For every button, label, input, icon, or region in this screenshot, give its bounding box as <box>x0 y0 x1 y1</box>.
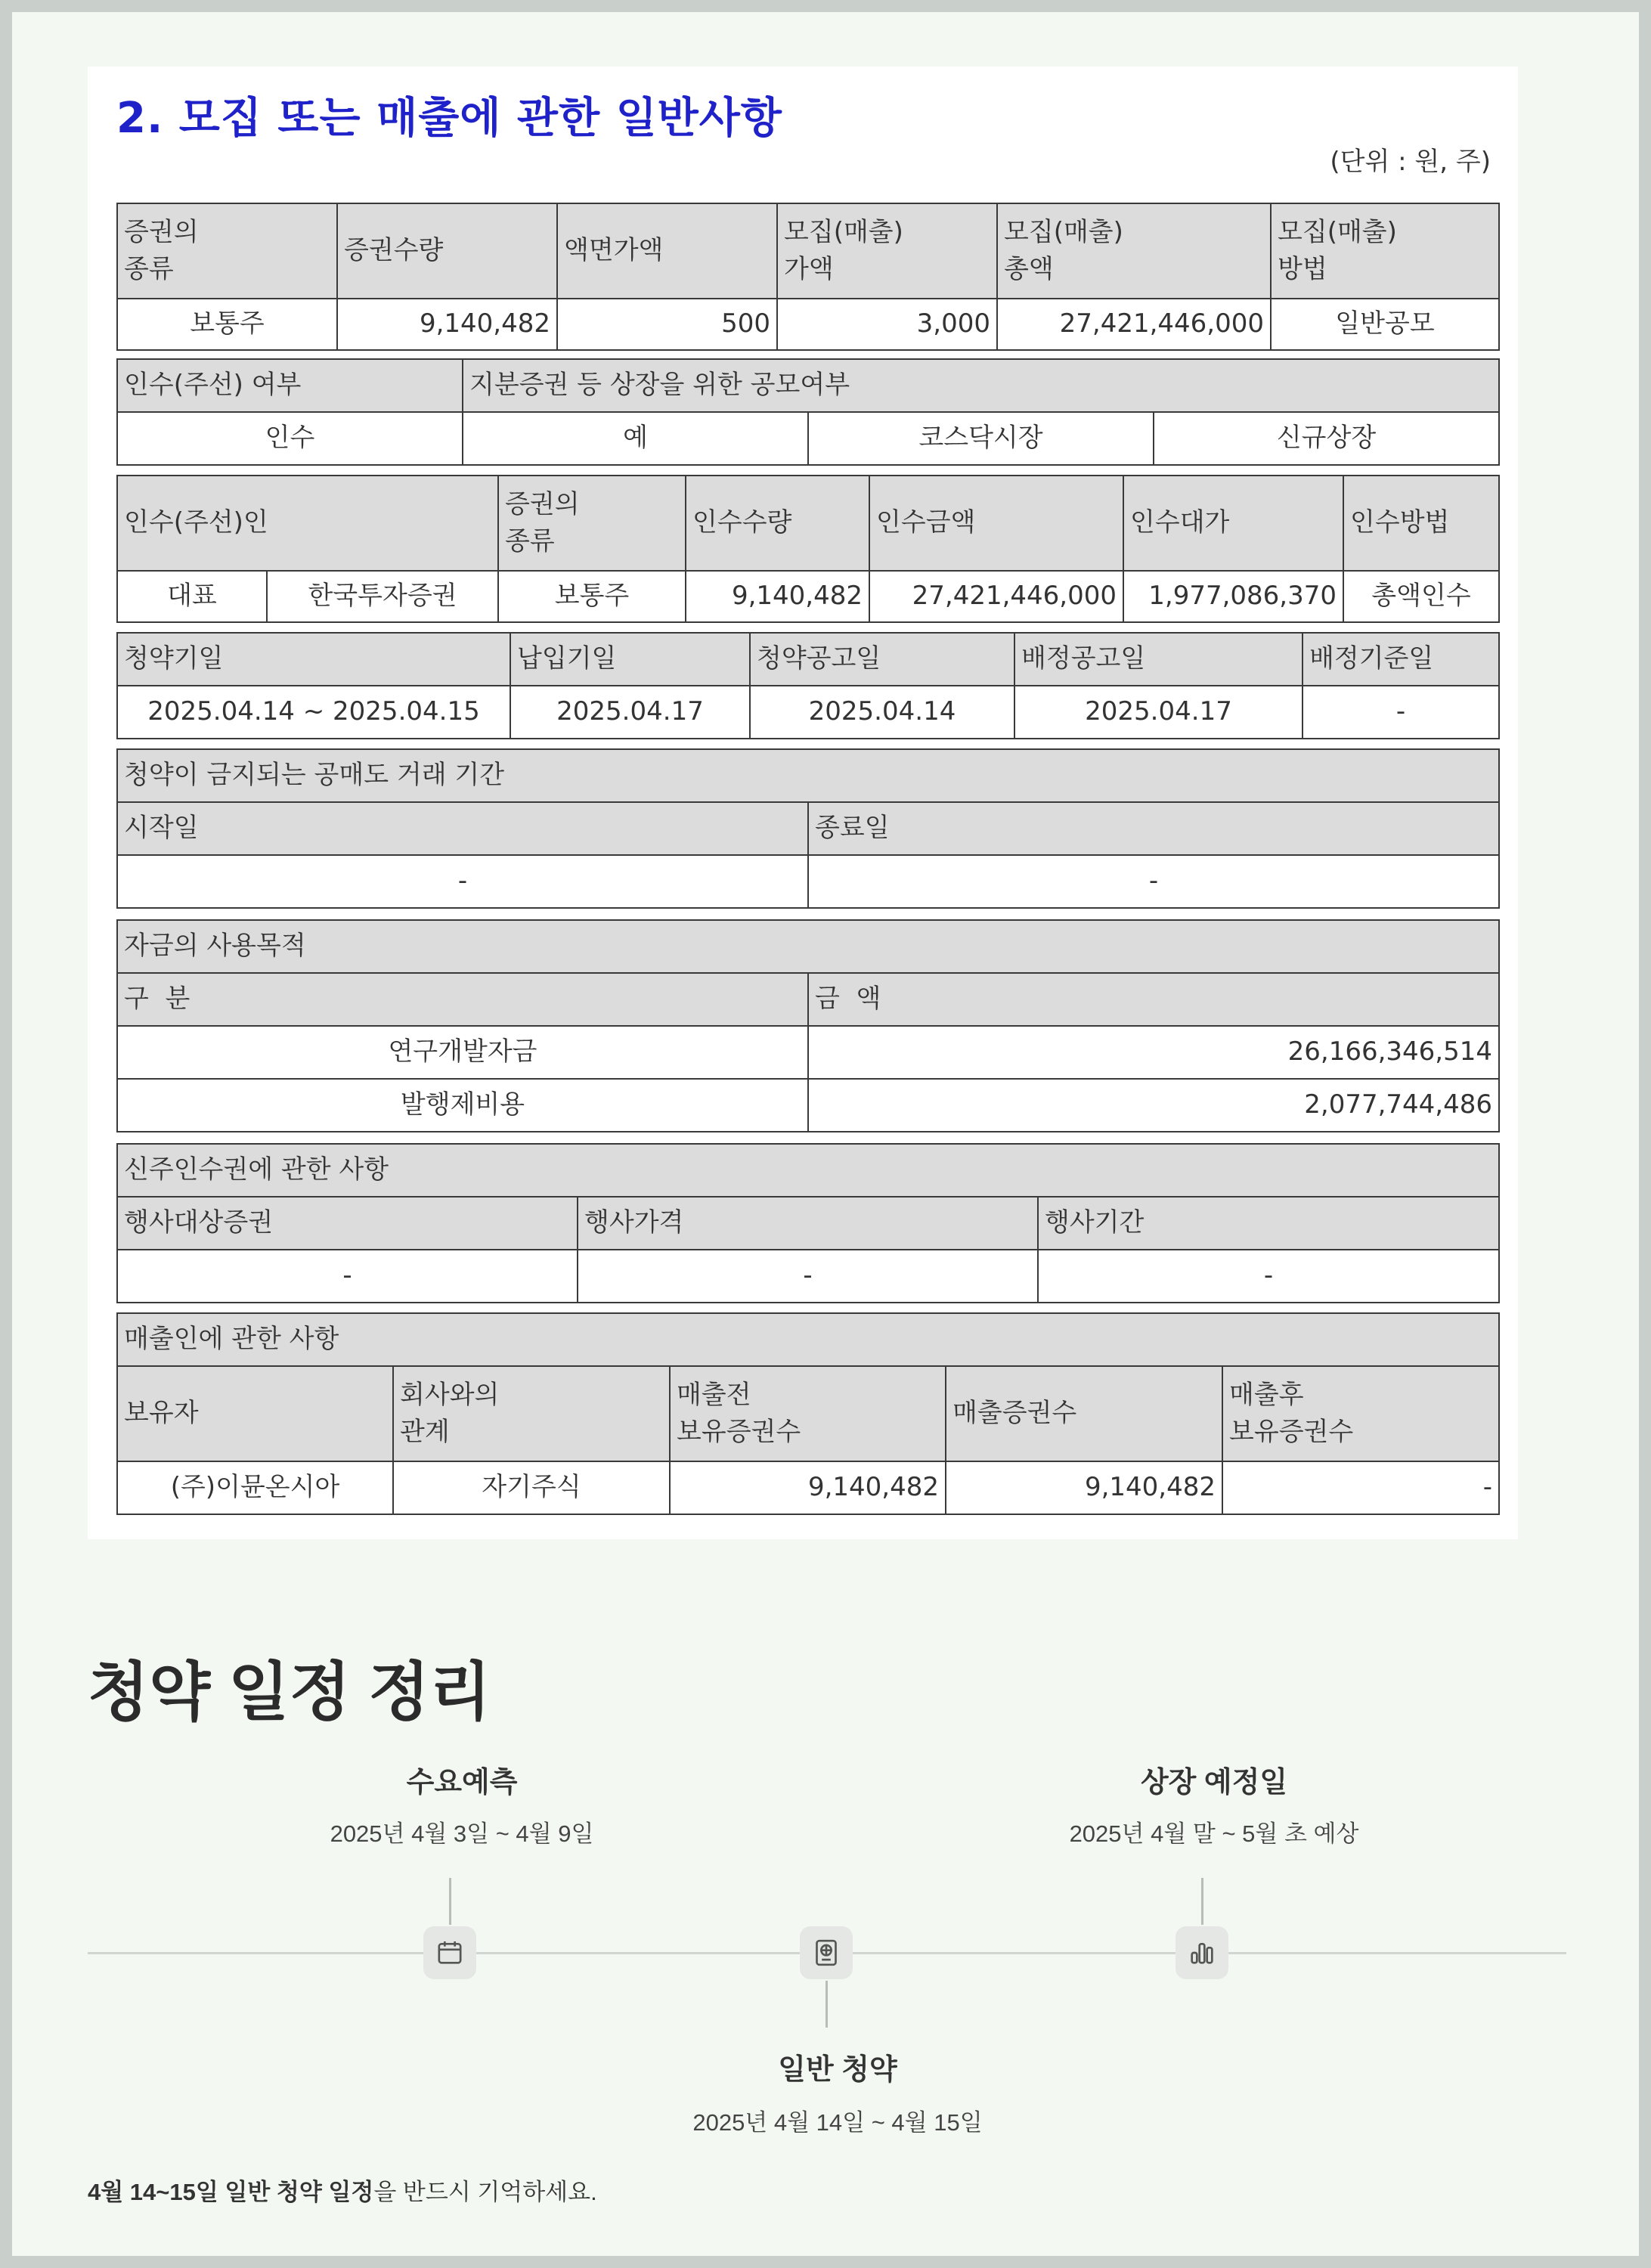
table-cell: 9,140,482 <box>670 1461 946 1514</box>
table-header: 행사기간 <box>1038 1197 1499 1250</box>
offering-document-image <box>88 67 1518 1539</box>
timeline-stem <box>826 1981 828 2028</box>
table-section-title: 매출인에 관한 사항 <box>117 1313 1499 1366</box>
table-cell: - <box>1038 1250 1499 1303</box>
table-section-title: 자금의 사용목적 <box>117 920 1499 973</box>
table-cell: (주)이뮨온시아 <box>117 1461 393 1514</box>
subscription-rights-table <box>116 1143 1500 1303</box>
table-cell: 자기주식 <box>393 1461 670 1514</box>
table-header: 매출증권수 <box>946 1366 1222 1461</box>
table-cell: 9,140,482 <box>686 571 869 622</box>
page <box>12 12 1639 2256</box>
seller-table <box>116 1312 1500 1515</box>
use-of-funds-table <box>116 919 1500 1132</box>
timeline-stem <box>1201 1878 1203 1925</box>
reminder-note-bold: 4월 14~15일 일반 청약 일정 <box>88 2179 374 2205</box>
event-date: 2025년 4월 3일 ~ 4월 9일 <box>330 1820 594 1847</box>
table-header: 증권의 종류 <box>117 203 337 299</box>
table-header: 증권수량 <box>337 203 557 299</box>
table-header: 청약공고일 <box>750 633 1014 686</box>
table-cell: 2025.04.17 <box>510 686 750 739</box>
table-header: 인수수량 <box>686 476 869 571</box>
table-header: 시작일 <box>117 802 808 855</box>
table-header: 지분증권 등 상장을 위한 공모여부 <box>463 359 1499 412</box>
reminder-note-text: 을 반드시 기억하세요. <box>373 2179 597 2205</box>
timeline-stem <box>449 1878 451 1925</box>
securities-table <box>116 203 1500 351</box>
reminder-note <box>88 2173 597 2207</box>
table-header: 매출전 보유증권수 <box>670 1366 946 1461</box>
event-date: 2025년 4월 14일 ~ 4월 15일 <box>692 2109 983 2136</box>
underwriting-table <box>116 358 1500 466</box>
table-cell: 신규상장 <box>1154 412 1499 465</box>
table-cell: 2025.04.14 ~ 2025.04.15 <box>117 686 510 739</box>
table-cell: 3,000 <box>777 299 997 350</box>
table-cell: 코스닥시장 <box>808 412 1154 465</box>
table-header: 인수대가 <box>1123 476 1343 571</box>
table-cell: 9,140,482 <box>337 299 557 350</box>
table-header: 액면가액 <box>557 203 777 299</box>
calendar-icon <box>423 1926 476 1979</box>
table-header: 인수(주선) 여부 <box>117 359 463 412</box>
table-header: 납입기일 <box>510 633 750 686</box>
event-date: 2025년 4월 말 ~ 5월 초 예상 <box>1069 1820 1359 1847</box>
table-header: 모집(매출) 방법 <box>1271 203 1499 299</box>
table-cell: - <box>1222 1461 1499 1514</box>
table-cell: 대표 <box>117 571 267 622</box>
document-title: 2. 모집 또는 매출에 관한 일반사항 <box>116 94 782 143</box>
table-header: 행사대상증권 <box>117 1197 578 1250</box>
table-cell: 26,166,346,514 <box>808 1026 1499 1079</box>
table-header: 보유자 <box>117 1366 393 1461</box>
table-header: 종료일 <box>808 802 1499 855</box>
table-header: 행사가격 <box>578 1197 1038 1250</box>
table-cell: 일반공모 <box>1271 299 1499 350</box>
table-header: 배정기준일 <box>1303 633 1499 686</box>
event-title: 수요예측 <box>406 1767 518 1799</box>
table-cell: - <box>117 1250 578 1303</box>
table-cell: - <box>578 1250 1038 1303</box>
table-header: 회사와의 관계 <box>393 1366 670 1461</box>
table-header: 청약기일 <box>117 633 510 686</box>
short-sale-period-table <box>116 748 1500 909</box>
table-cell: 1,977,086,370 <box>1123 571 1343 622</box>
table-cell: - <box>1303 686 1499 739</box>
schedule-title: 청약 일정 정리 <box>88 1656 491 1727</box>
table-section-title: 신주인수권에 관한 사항 <box>117 1144 1499 1197</box>
table-cell: 보통주 <box>498 571 686 622</box>
passport-icon <box>800 1926 853 1979</box>
subscription-dates-table <box>116 632 1500 739</box>
unit-note: (단위 : 원, 주) <box>1330 147 1491 177</box>
table-header: 인수금액 <box>869 476 1123 571</box>
table-cell: - <box>117 855 808 908</box>
event-title: 일반 청약 <box>778 2054 897 2086</box>
table-cell: 2025.04.17 <box>1014 686 1303 739</box>
table-cell: 한국투자증권 <box>267 571 498 622</box>
table-header: 모집(매출) 가액 <box>777 203 997 299</box>
table-header: 구 분 <box>117 973 808 1026</box>
table-cell: 2,077,744,486 <box>808 1079 1499 1132</box>
table-cell: 27,421,446,000 <box>997 299 1271 350</box>
table-cell: 총액인수 <box>1343 571 1499 622</box>
table-section-title: 청약이 금지되는 공매도 거래 기간 <box>117 749 1499 802</box>
table-cell: 2025.04.14 <box>750 686 1014 739</box>
table-header: 모집(매출) 총액 <box>997 203 1271 299</box>
underwriter-table <box>116 475 1500 623</box>
table-header: 인수(주선)인 <box>117 476 498 571</box>
table-header: 매출후 보유증권수 <box>1222 1366 1499 1461</box>
table-cell: 500 <box>557 299 777 350</box>
table-header: 인수방법 <box>1343 476 1499 571</box>
table-header: 증권의 종류 <box>498 476 686 571</box>
table-cell: - <box>808 855 1499 908</box>
bar-chart-icon <box>1176 1926 1228 1979</box>
table-cell: 발행제비용 <box>117 1079 808 1132</box>
table-header: 배정공고일 <box>1014 633 1303 686</box>
table-cell: 인수 <box>117 412 463 465</box>
table-cell: 27,421,446,000 <box>869 571 1123 622</box>
table-header: 금 액 <box>808 973 1499 1026</box>
table-cell: 예 <box>463 412 808 465</box>
table-cell: 연구개발자금 <box>117 1026 808 1079</box>
event-title: 상장 예정일 <box>1140 1767 1288 1799</box>
table-cell: 보통주 <box>117 299 337 350</box>
table-cell: 9,140,482 <box>946 1461 1222 1514</box>
